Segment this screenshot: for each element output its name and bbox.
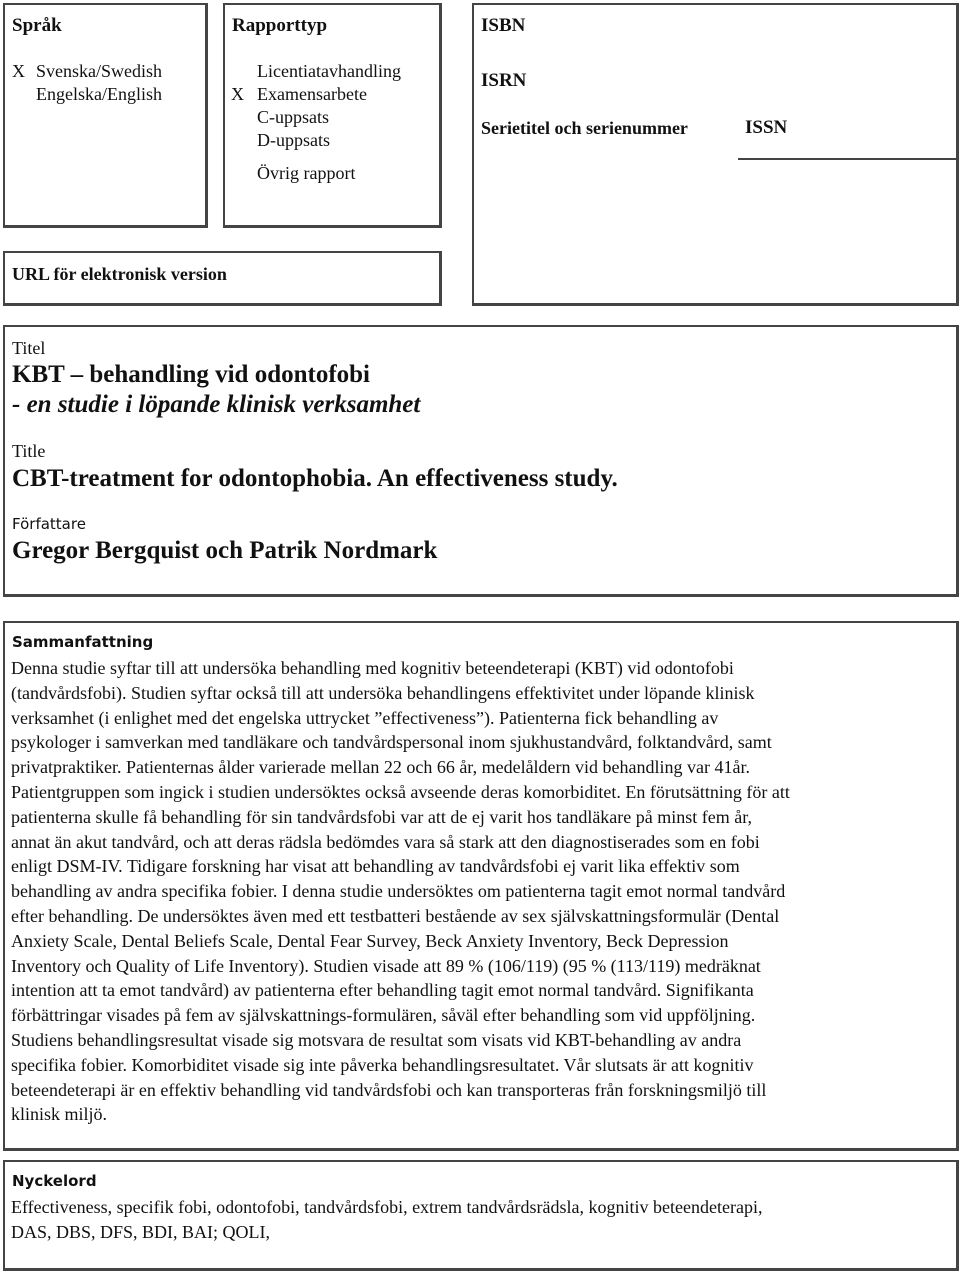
issn-label: ISSN	[745, 117, 788, 138]
report-type-other: Övrig rapport	[257, 163, 356, 183]
report-type-degree-project: Examensarbete	[257, 84, 367, 104]
report-type-c-essay: C-uppsats	[257, 107, 329, 127]
url-label: URL för elektronisk version	[12, 264, 227, 284]
title-box	[3, 325, 959, 597]
summary-label: Sammanfattning	[12, 633, 154, 651]
identifiers-box	[472, 3, 959, 306]
keywords-label: Nyckelord	[12, 1172, 97, 1190]
title-english: CBT-treatment for odontophobia. An effectiveness study.	[12, 465, 618, 492]
summary-box	[3, 621, 959, 1151]
url-box	[3, 251, 442, 306]
title-label: Title	[12, 441, 46, 461]
keywords-box	[3, 1160, 959, 1271]
issn-underline	[738, 158, 959, 160]
language-option-swedish: Svenska/Swedish	[36, 61, 162, 81]
keywords-text: Effectiveness, specifik fobi, odontofobi, tandvårdsfobi, extrem tandvårdsrädsla, kognitiv beteendeterapi, DAS, DBS, DFS, BDI, BAI; QOLI,	[11, 1197, 763, 1242]
report-type-box	[223, 3, 442, 228]
report-type-heading: Rapporttyp	[232, 15, 328, 36]
titel-main: KBT – behandling vid odontofobi	[12, 361, 371, 388]
report-type-mark: X	[231, 84, 244, 104]
report-type-d-essay: D-uppsats	[257, 130, 330, 150]
isrn-label: ISRN	[481, 70, 527, 91]
language-box	[3, 3, 208, 228]
language-option-english: Engelska/English	[36, 84, 162, 104]
titel-subtitle: - en studie i löpande klinisk verksamhet	[12, 391, 421, 418]
summary-text: Denna studie syftar till att undersöka behandling med kognitiv beteendeterapi (KBT) vid odontofobi (tandvårdsfobi). Studien syftar också till att undersöka behandlingens effektivitet under löpande klinisk verksamhet (i enlighet med det engelska uttrycket ”effectiveness”). Patienterna fick behandling av psykologer i samverkan med tandläkare och tandvårdspersonal inom sjukhustandvård, folktandvård, samt privatpraktiker. Patienternas ålder varierade mellan 22 och 66 år, medelåldern vid behandling var 41år. Patientgruppen som ingick i studien undersöktes också avseende deras komorbiditet. En förutsättning för att patienterna skulle få behandling för sin tandvårdsfobi var att de ej varit hos tandläkare på minst fem år, annat än akut tandvård, och att deras rädsla bedömdes vara så stark att den diagnostiserades som en fobi enligt DSM-IV. Tidigare forskning har visat att behandling av tandvårdsfobi ej varit lika effektiv som behandling av andra specifika fobier. I denna studie undersöktes om patienterna tagit emot normal tandvård efter behandling. De undersöktes även med ett testbatteri bestående av sex självskattningsformulär (Dental Anxiety Scale, Dental Beliefs Scale, Dental Fear Survey, Beck Anxiety Inventory, Beck Depression Inventory och Quality of Life Inventory). Studien visade att 89 % (106/119) (95 % (113/119) medräknat intention att ta emot tandvård) av patienterna efter behandling tagit emot normal tandvård. Signifikanta förbättringar visades på fem av självskattnings-formulären, såväl efter behandling som vid uppföljning. Studiens behandlingsresultat visade sig motsvara de resultat som visats vid KBT-behandling av andra specifika fobier. Komorbiditet visade sig inte påverka behandlingsresultatet. Vår slutsats är att kognitiv beteendeterapi är en effektiv behandling vid tandvårdsfobi och kan transporteras från forskningsmiljö till klinisk miljö.	[11, 658, 790, 1125]
series-label: Serietitel och serienummer	[481, 118, 688, 138]
titel-label: Titel	[12, 338, 46, 358]
language-option-mark: X	[12, 61, 25, 81]
isbn-label: ISBN	[481, 15, 526, 36]
report-type-licentiate: Licentiatavhandling	[257, 61, 401, 81]
authors: Gregor Bergquist och Patrik Nordmark	[12, 537, 438, 564]
author-label: Författare	[12, 515, 86, 533]
language-heading: Språk	[12, 15, 62, 36]
